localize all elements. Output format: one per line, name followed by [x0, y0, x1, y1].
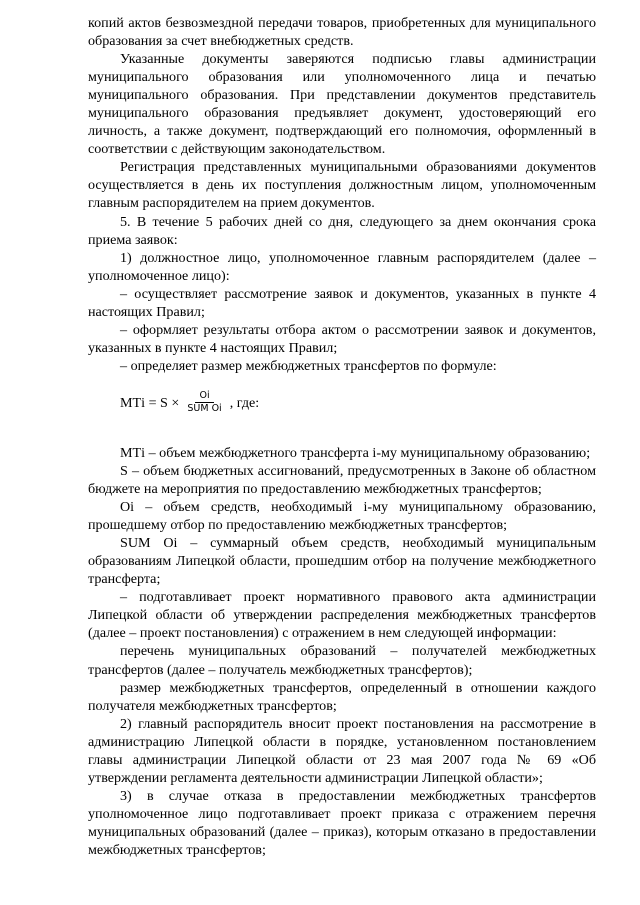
- formula-numerator: Oi: [195, 390, 213, 403]
- paragraph: 1) должностное лицо, уполномоченное главным распорядителем (далее – уполномоченное лицо):: [88, 249, 596, 284]
- transfer-formula: [88, 375, 596, 431]
- paragraphs-before-formula: [88, 14, 596, 375]
- formula-lhs: МТi = S ×: [120, 394, 180, 411]
- paragraph: – оформляет результаты отбора актом о рассмотрении заявок и документов, указанных в пункте 4 настоящих Правил;: [88, 321, 596, 356]
- paragraph: S – объем бюджетных ассигнований, предусмотренных в Законе об областном бюджете на мероприятия по предоставлению межбюджетных трансфертов;: [88, 462, 596, 498]
- paragraph: Указанные документы заверяются подписью главы администрации муниципального образования или уполномоченного лица и печатью муниципального образования. При представлении документов представитель муниципального образования предъявляет документ, удостоверяющий его личность, а также документ, подтверждающий его полномочия, оформленный в соответствии с действующим законодательством.: [88, 51, 596, 158]
- paragraph: копий актов безвозмездной передачи товаров, приобретенных для муниципального образования за счет внебюджетных средств.: [88, 15, 596, 50]
- formula-rhs: , где:: [229, 394, 260, 411]
- paragraph: SUM Oi – суммарный объем средств, необходимый муниципальным образованиям Липецкой области, прошедшим отбор на получение межбюджетного трансферта;: [88, 535, 596, 588]
- paragraph: МТi – объем межбюджетного трансферта i-му муниципальному образованию;: [120, 444, 591, 461]
- paragraph: – подготавливает проект нормативного правового акта администрации Липецкой области об утверждении распределения межбюджетных трансфертов (далее – проект постановления) с отражением в нем следующей информации:: [88, 589, 596, 642]
- paragraph: перечень муниципальных образований – получателей межбюджетных трансфертов (далее – получатель межбюджетных трансфертов);: [88, 643, 596, 678]
- paragraph: – осуществляет рассмотрение заявок и документов, указанных в пункте 4 настоящих Правил;: [88, 285, 596, 320]
- formula-denominator: SUM Oi: [187, 403, 222, 415]
- paragraph: – определяет размер межбюджетных трансфертов по формуле:: [120, 357, 497, 374]
- paragraph: 3) в случае отказа в предоставлении межбюджетных трансфертов уполномоченное лицо подготавливает проект приказа с отражением перечня муниципальных образований (далее – приказ), которым отказано в предоставлении межбюджетных трансфертов;: [88, 787, 596, 858]
- document-page: [88, 14, 596, 859]
- paragraphs-after-formula: [88, 444, 596, 859]
- formula-fraction: [183, 390, 225, 415]
- paragraph: размер межбюджетных трансфертов, определенный в отношении каждого получателя межбюджетных трансфертов;: [88, 679, 596, 714]
- paragraph: 5. В течение 5 рабочих дней со дня, следующего за днем окончания срока приема заявок:: [88, 213, 596, 248]
- paragraph: Регистрация представленных муниципальными образованиями документов осуществляется в день их поступления должностным лицом, уполномоченным главным распорядителем на прием документов.: [88, 159, 596, 212]
- paragraph: 2) главный распорядитель вносит проект постановления на рассмотрение в администрацию Липецкой области в порядке, установленном постановлением главы администрации Липецкой области от 23 мая 2007 года № 69 «Об утверждении регламента деятельности администрации Липецкой области»;: [88, 715, 596, 786]
- paragraph: Oi – объем средств, необходимый i-му муниципальному образованию, прошедшему отбор по предоставлению межбюджетных трансфертов;: [88, 499, 596, 534]
